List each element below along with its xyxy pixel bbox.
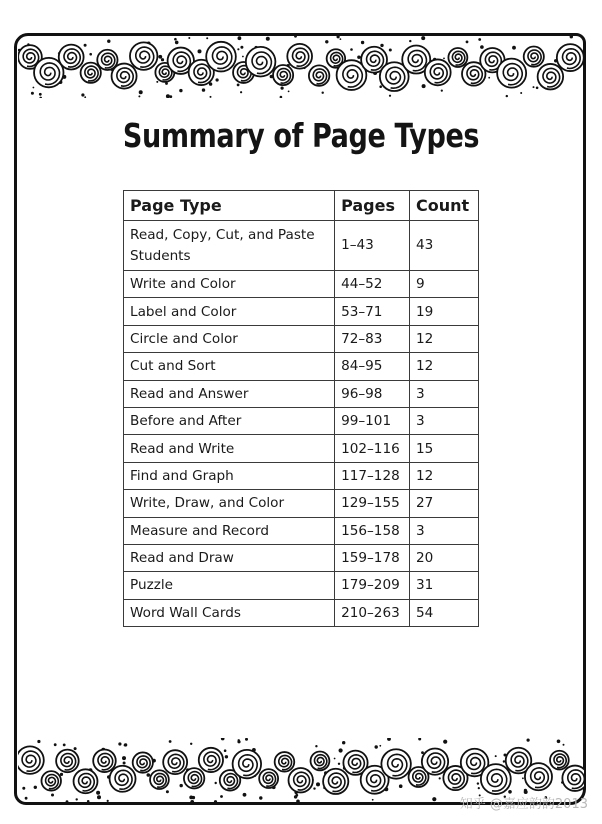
cell-pages: 72–83 [335, 325, 410, 352]
cell-pages: 1–43 [335, 221, 410, 271]
table-row [124, 490, 479, 517]
table-row [124, 353, 479, 380]
table-row [124, 380, 479, 407]
cell-count: 9 [410, 271, 479, 298]
table-header-row [124, 191, 479, 221]
cell-count: 12 [410, 462, 479, 489]
cell-pages: 129–155 [335, 490, 410, 517]
watermark-text: 知乎 @嘉应韵韵2013 [459, 797, 588, 812]
cell-count: 31 [410, 572, 479, 599]
cell-count: 3 [410, 517, 479, 544]
cell-count: 12 [410, 353, 479, 380]
cell-pages: 84–95 [335, 353, 410, 380]
cell-pages: 156–158 [335, 517, 410, 544]
cell-count: 15 [410, 435, 479, 462]
cell-count: 3 [410, 407, 479, 434]
cell-page-type: Read and Draw [124, 544, 335, 571]
table-row [124, 462, 479, 489]
table-row [124, 544, 479, 571]
cell-pages: 53–71 [335, 298, 410, 325]
cell-count: 27 [410, 490, 479, 517]
table-row [124, 517, 479, 544]
cell-count: 43 [410, 221, 479, 271]
cell-pages: 210–263 [335, 599, 410, 626]
cell-pages: 117–128 [335, 462, 410, 489]
table-row [124, 407, 479, 434]
swirl-border-top [18, 36, 584, 98]
cell-page-type: Label and Color [124, 298, 335, 325]
table-row [124, 221, 479, 271]
cell-pages: 44–52 [335, 271, 410, 298]
table-row [124, 298, 479, 325]
page-title: Summary of Page Types [122, 116, 480, 155]
cell-page-type: Puzzle [124, 572, 335, 599]
cell-pages: 159–178 [335, 544, 410, 571]
table-row [124, 325, 479, 352]
cell-pages: 99–101 [335, 407, 410, 434]
table-row [124, 599, 479, 626]
cell-page-type: Write, Draw, and Color [124, 490, 335, 517]
cell-count: 20 [410, 544, 479, 571]
cell-page-type: Word Wall Cards [124, 599, 335, 626]
cell-count: 19 [410, 298, 479, 325]
cell-count: 12 [410, 325, 479, 352]
header-pages: Pages [335, 191, 410, 221]
table-row [124, 271, 479, 298]
cell-page-type: Read, Copy, Cut, and Paste Students [124, 221, 335, 271]
cell-count: 3 [410, 380, 479, 407]
cell-pages: 96–98 [335, 380, 410, 407]
table-row [124, 572, 479, 599]
page-type-summary-table [123, 190, 479, 627]
table-row [124, 435, 479, 462]
cell-pages: 102–116 [335, 435, 410, 462]
cell-page-type: Before and After [124, 407, 335, 434]
cell-page-type: Read and Write [124, 435, 335, 462]
cell-page-type: Cut and Sort [124, 353, 335, 380]
cell-count: 54 [410, 599, 479, 626]
header-page-type: Page Type [124, 191, 335, 221]
cell-page-type: Find and Graph [124, 462, 335, 489]
header-count: Count [410, 191, 479, 221]
cell-page-type: Read and Answer [124, 380, 335, 407]
cell-page-type: Measure and Record [124, 517, 335, 544]
cell-pages: 179–209 [335, 572, 410, 599]
cell-page-type: Write and Color [124, 271, 335, 298]
cell-page-type: Circle and Color [124, 325, 335, 352]
